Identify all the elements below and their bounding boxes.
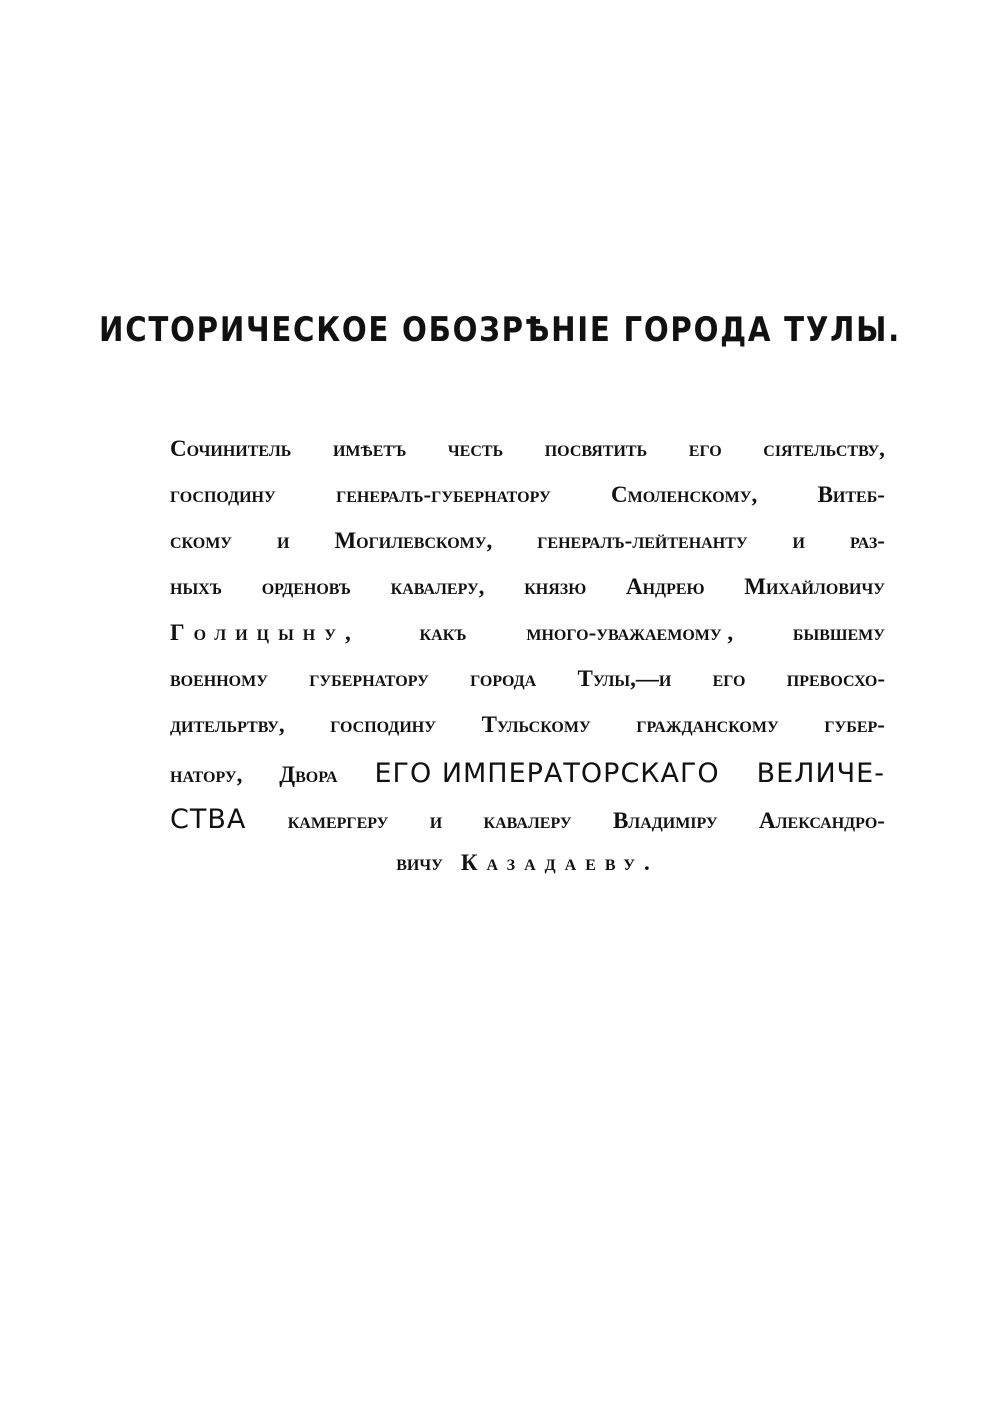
dedication-line xyxy=(170,436,885,482)
word: кавалеру xyxy=(483,808,572,833)
word: и xyxy=(277,528,290,553)
word: Голицыну, xyxy=(170,620,360,645)
dedication-line xyxy=(170,666,885,712)
word: губер- xyxy=(824,712,885,737)
word: и xyxy=(429,808,443,833)
word: сіятельству, xyxy=(763,436,885,461)
word-caps: ВЕЛИЧЕ- xyxy=(756,758,885,789)
word: Сочинитель xyxy=(170,436,292,461)
dedication-line xyxy=(170,482,885,528)
word: превосхо- xyxy=(786,666,885,691)
dedication-line xyxy=(170,620,885,666)
word: кавалеру, xyxy=(390,574,485,599)
word: его xyxy=(688,436,722,461)
dedication-line xyxy=(170,528,885,574)
dedication-text xyxy=(170,436,885,896)
word: вичу xyxy=(396,850,443,875)
word: гражданскому xyxy=(636,712,779,737)
word: раз- xyxy=(849,528,885,553)
word: орденовъ xyxy=(261,574,351,599)
word: скому xyxy=(170,528,233,553)
page-title: ИСТОРИЧЕСКОЕ ОБОЗРѢНІЕ ГОРОДА ТУЛЫ. xyxy=(99,310,901,350)
word: Тулы,—и xyxy=(577,666,672,691)
word: князю xyxy=(524,574,587,599)
dedication-line xyxy=(170,804,885,850)
word: дительртву, xyxy=(170,712,285,737)
word: имѣетъ xyxy=(332,436,407,461)
word: камергеру xyxy=(287,808,389,833)
word: Двора xyxy=(279,762,338,787)
dedication-line xyxy=(170,574,885,620)
word: генералъ-лейтенанту xyxy=(537,528,748,553)
word: какъ xyxy=(419,620,467,645)
word: города xyxy=(470,666,537,691)
word: и xyxy=(792,528,805,553)
word: честь xyxy=(447,436,504,461)
word: генералъ-губернатору xyxy=(336,482,551,507)
word: натору, xyxy=(170,762,243,787)
word: губернатору xyxy=(309,666,429,691)
word: Казадаеву. xyxy=(460,850,659,875)
word: Смоленскому, xyxy=(611,482,758,507)
word: господину xyxy=(330,712,436,737)
word: бывшему xyxy=(792,620,885,645)
word: посвятить xyxy=(544,436,648,461)
word-caps: ЕГО ИМПЕРАТОРСКАГО xyxy=(374,758,720,789)
word: Андрею xyxy=(626,574,705,599)
word: Тульскому xyxy=(481,712,591,737)
word: Могилевскому, xyxy=(334,528,493,553)
word: Александро- xyxy=(759,808,885,833)
word-caps: СТВА xyxy=(170,804,247,835)
word: ныхъ xyxy=(170,574,222,599)
dedication-line xyxy=(170,850,885,896)
word: господину xyxy=(170,482,276,507)
dedication-line xyxy=(170,758,885,804)
word: Владиміру xyxy=(612,808,718,833)
word: его xyxy=(712,666,746,691)
dedication-line xyxy=(170,712,885,758)
word: Михайловичу xyxy=(744,574,885,599)
word: много-уважаемому , xyxy=(526,620,734,645)
word: Витеб- xyxy=(817,482,885,507)
word: военному xyxy=(170,666,268,691)
